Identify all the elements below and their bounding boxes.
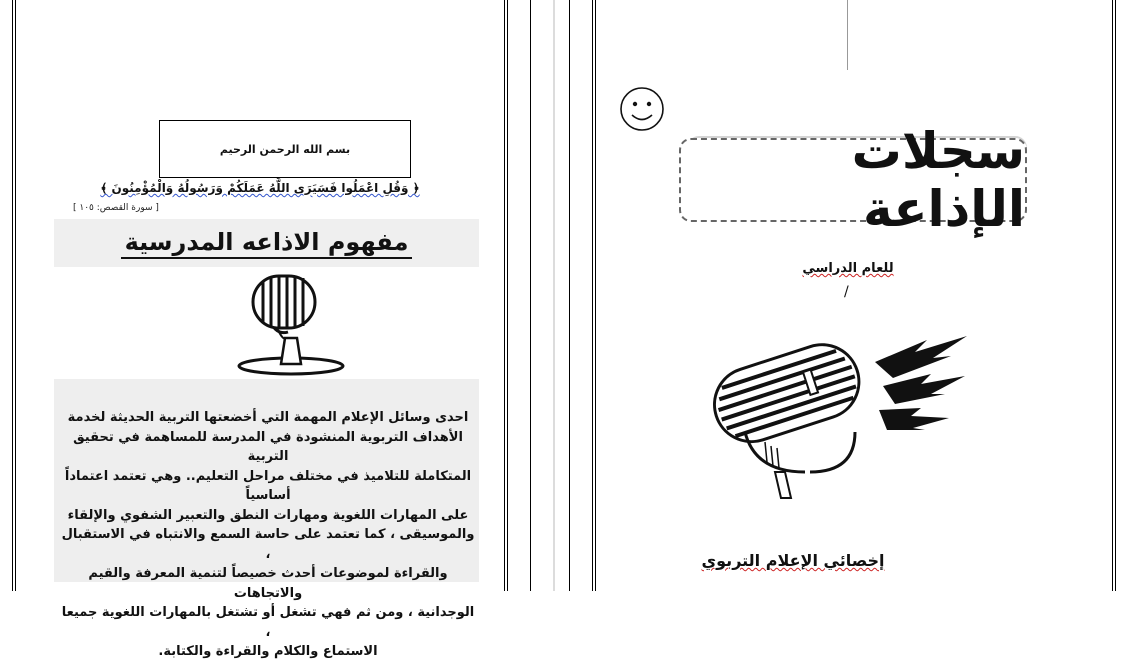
body-line: الوجدانية ، ومن ثم فهي تشغل أو تشتغل بالمهارات اللغوية جميعا ، — [61, 605, 475, 640]
bismillah-text: بسم الله الرحمن الرحيم — [219, 142, 351, 156]
concept-body — [59, 408, 477, 662]
body-line: والموسيقى ، كما تعتمد على حاسة السمع والانتباه في الاستقبال ، — [61, 527, 475, 562]
body-line: المتكاملة للتلاميذ في مختلف مراحل التعليم.. وهي تعتمد اعتماداً أساسياً — [64, 468, 472, 503]
main-title: سجلات الإذاعة — [851, 122, 1025, 238]
body-line: احدى وسائل الإعلام المهمة التي أخضعتها التربية الحديثة لخدمة — [67, 410, 469, 425]
body-line: الأهداف التربوية المنشودة في المدرسة للمساهمة في تحقيق التربية — [73, 429, 463, 464]
microphone-sound-icon — [705, 322, 985, 502]
vertical-guide-line — [847, 0, 848, 70]
bismillah-box — [159, 120, 411, 178]
page-gutter — [530, 0, 570, 591]
year-separator: / — [844, 284, 849, 300]
concept-heading-band — [54, 219, 479, 267]
main-title-box — [679, 122, 1027, 238]
body-line: على المهارات اللغوية ومهارات النطق والتعبير الشفوي والإلقاء — [67, 507, 469, 523]
body-line: الاستماع والكلام والقراءة والكتابة. — [158, 644, 378, 659]
left-page — [12, 0, 508, 659]
academic-year-label: للعام الدراسي — [802, 261, 894, 276]
media-specialist-label: إخصائي الإعلام التربوي — [701, 551, 885, 570]
microphone-icon — [223, 268, 353, 378]
right-page — [592, 0, 1116, 591]
body-line: والقراءة لموضوعات أحدث خصيصاً لتنمية المعرفة والقيم والاتجاهات — [88, 566, 448, 601]
verse-reference: [ سورة القصص: ١٠٥ ] — [73, 203, 159, 213]
smiley-icon — [619, 86, 665, 132]
concept-title: مفهوم الاذاعه المدرسية — [121, 227, 413, 259]
quran-verse: ﴿ وَقُلِ اعْمَلُوا فَسَيَرَى اللَّهُ عَمَلَكُمْ وَرَسُولُهُ وَالْمُؤْمِنُونَ ﴾ — [100, 181, 420, 195]
